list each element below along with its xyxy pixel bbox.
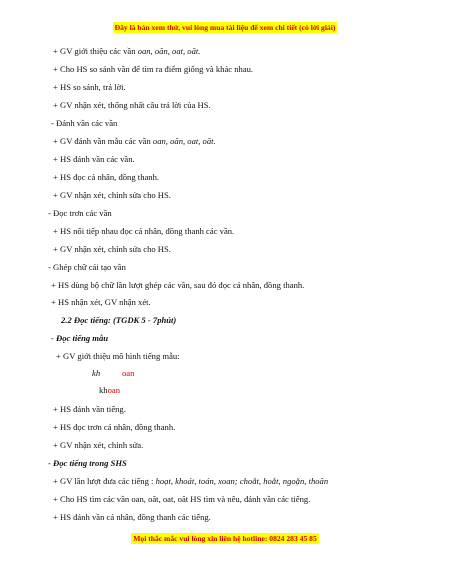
text-line: + GV lần lượt đưa các tiếng : hoạt, khoát, toán, xoan; choắt, hoắt, ngoặn, thoăn: [53, 476, 329, 486]
text-line: + GV nhận xét, chỉnh sửa cho HS.: [53, 244, 171, 254]
text-line: + GV đánh vần mẫu các vần oan, oăn, oat, oăt.: [53, 136, 216, 146]
preview-notice-text: Đây là bản xem thử, vui lòng mua tài liệu để xem chi tiết (có lời giải): [114, 23, 336, 32]
text-line: + GV nhận xét, chỉnh sửa cho HS.: [53, 190, 171, 200]
model-word: khoan: [99, 385, 121, 395]
preview-notice: [0, 23, 450, 32]
text-line: + GV giới thiệu các vần oan, oăn, oat, oăt.: [53, 46, 201, 56]
subsection-title: 2.2 Đọc tiếng: (TGDK 5 - 7phút): [61, 315, 177, 325]
section-heading: - Đọc tiếng mẫu: [51, 333, 109, 343]
text-line: + GV nhận xét, thống nhất câu trả lời của HS.: [53, 100, 211, 110]
text-line: + HS dùng bộ chữ lần lượt ghép các vần, sau đó đọc cá nhân, đồng thanh.: [51, 280, 305, 290]
section-heading: - Đọc trơn các vần: [48, 208, 112, 218]
section-heading: - Đánh vần các vần: [51, 118, 118, 128]
text-line: + GV giới thiệu mô hình tiếng mẫu:: [56, 351, 180, 361]
text-line: + HS nhận xét, GV nhận xét.: [51, 297, 151, 307]
text-line: + HS đánh vần cá nhân, đồng thanh các tiếng.: [53, 512, 211, 522]
text-line: + HS đọc cá nhân, đồng thanh.: [53, 172, 160, 182]
model-onset: kh: [92, 368, 101, 378]
section-heading: - Đọc tiếng trong SHS: [48, 458, 127, 468]
text-line: + HS đọc trơn cá nhân, đồng thanh.: [53, 422, 176, 432]
text-line: + HS đánh vần các vần.: [53, 154, 135, 164]
section-heading: - Ghép chữ cái tạo vần: [48, 262, 126, 272]
text-line: + HS nối tiếp nhau đọc cá nhân, đồng thanh các vần.: [53, 226, 235, 236]
hotline-notice-text: Mọi thắc mắc vui lòng xin liên hệ hotline: 0824 283 45 85: [133, 534, 317, 543]
text-line: + HS so sánh, trả lời.: [53, 82, 126, 92]
hotline-notice: [0, 534, 450, 543]
text-line: + HS đánh vần tiếng.: [53, 404, 126, 414]
model-rime: oan: [122, 368, 135, 378]
text-line: + Cho HS so sánh vần để tìm ra điểm giống và khác nhau.: [53, 64, 254, 74]
text-line: + GV nhận xét, chỉnh sửa.: [53, 440, 144, 450]
text-line: + Cho HS tìm các vần oan, oăt, oat, oăt HS tìm và nêu, đánh vần các tiếng.: [53, 494, 311, 504]
